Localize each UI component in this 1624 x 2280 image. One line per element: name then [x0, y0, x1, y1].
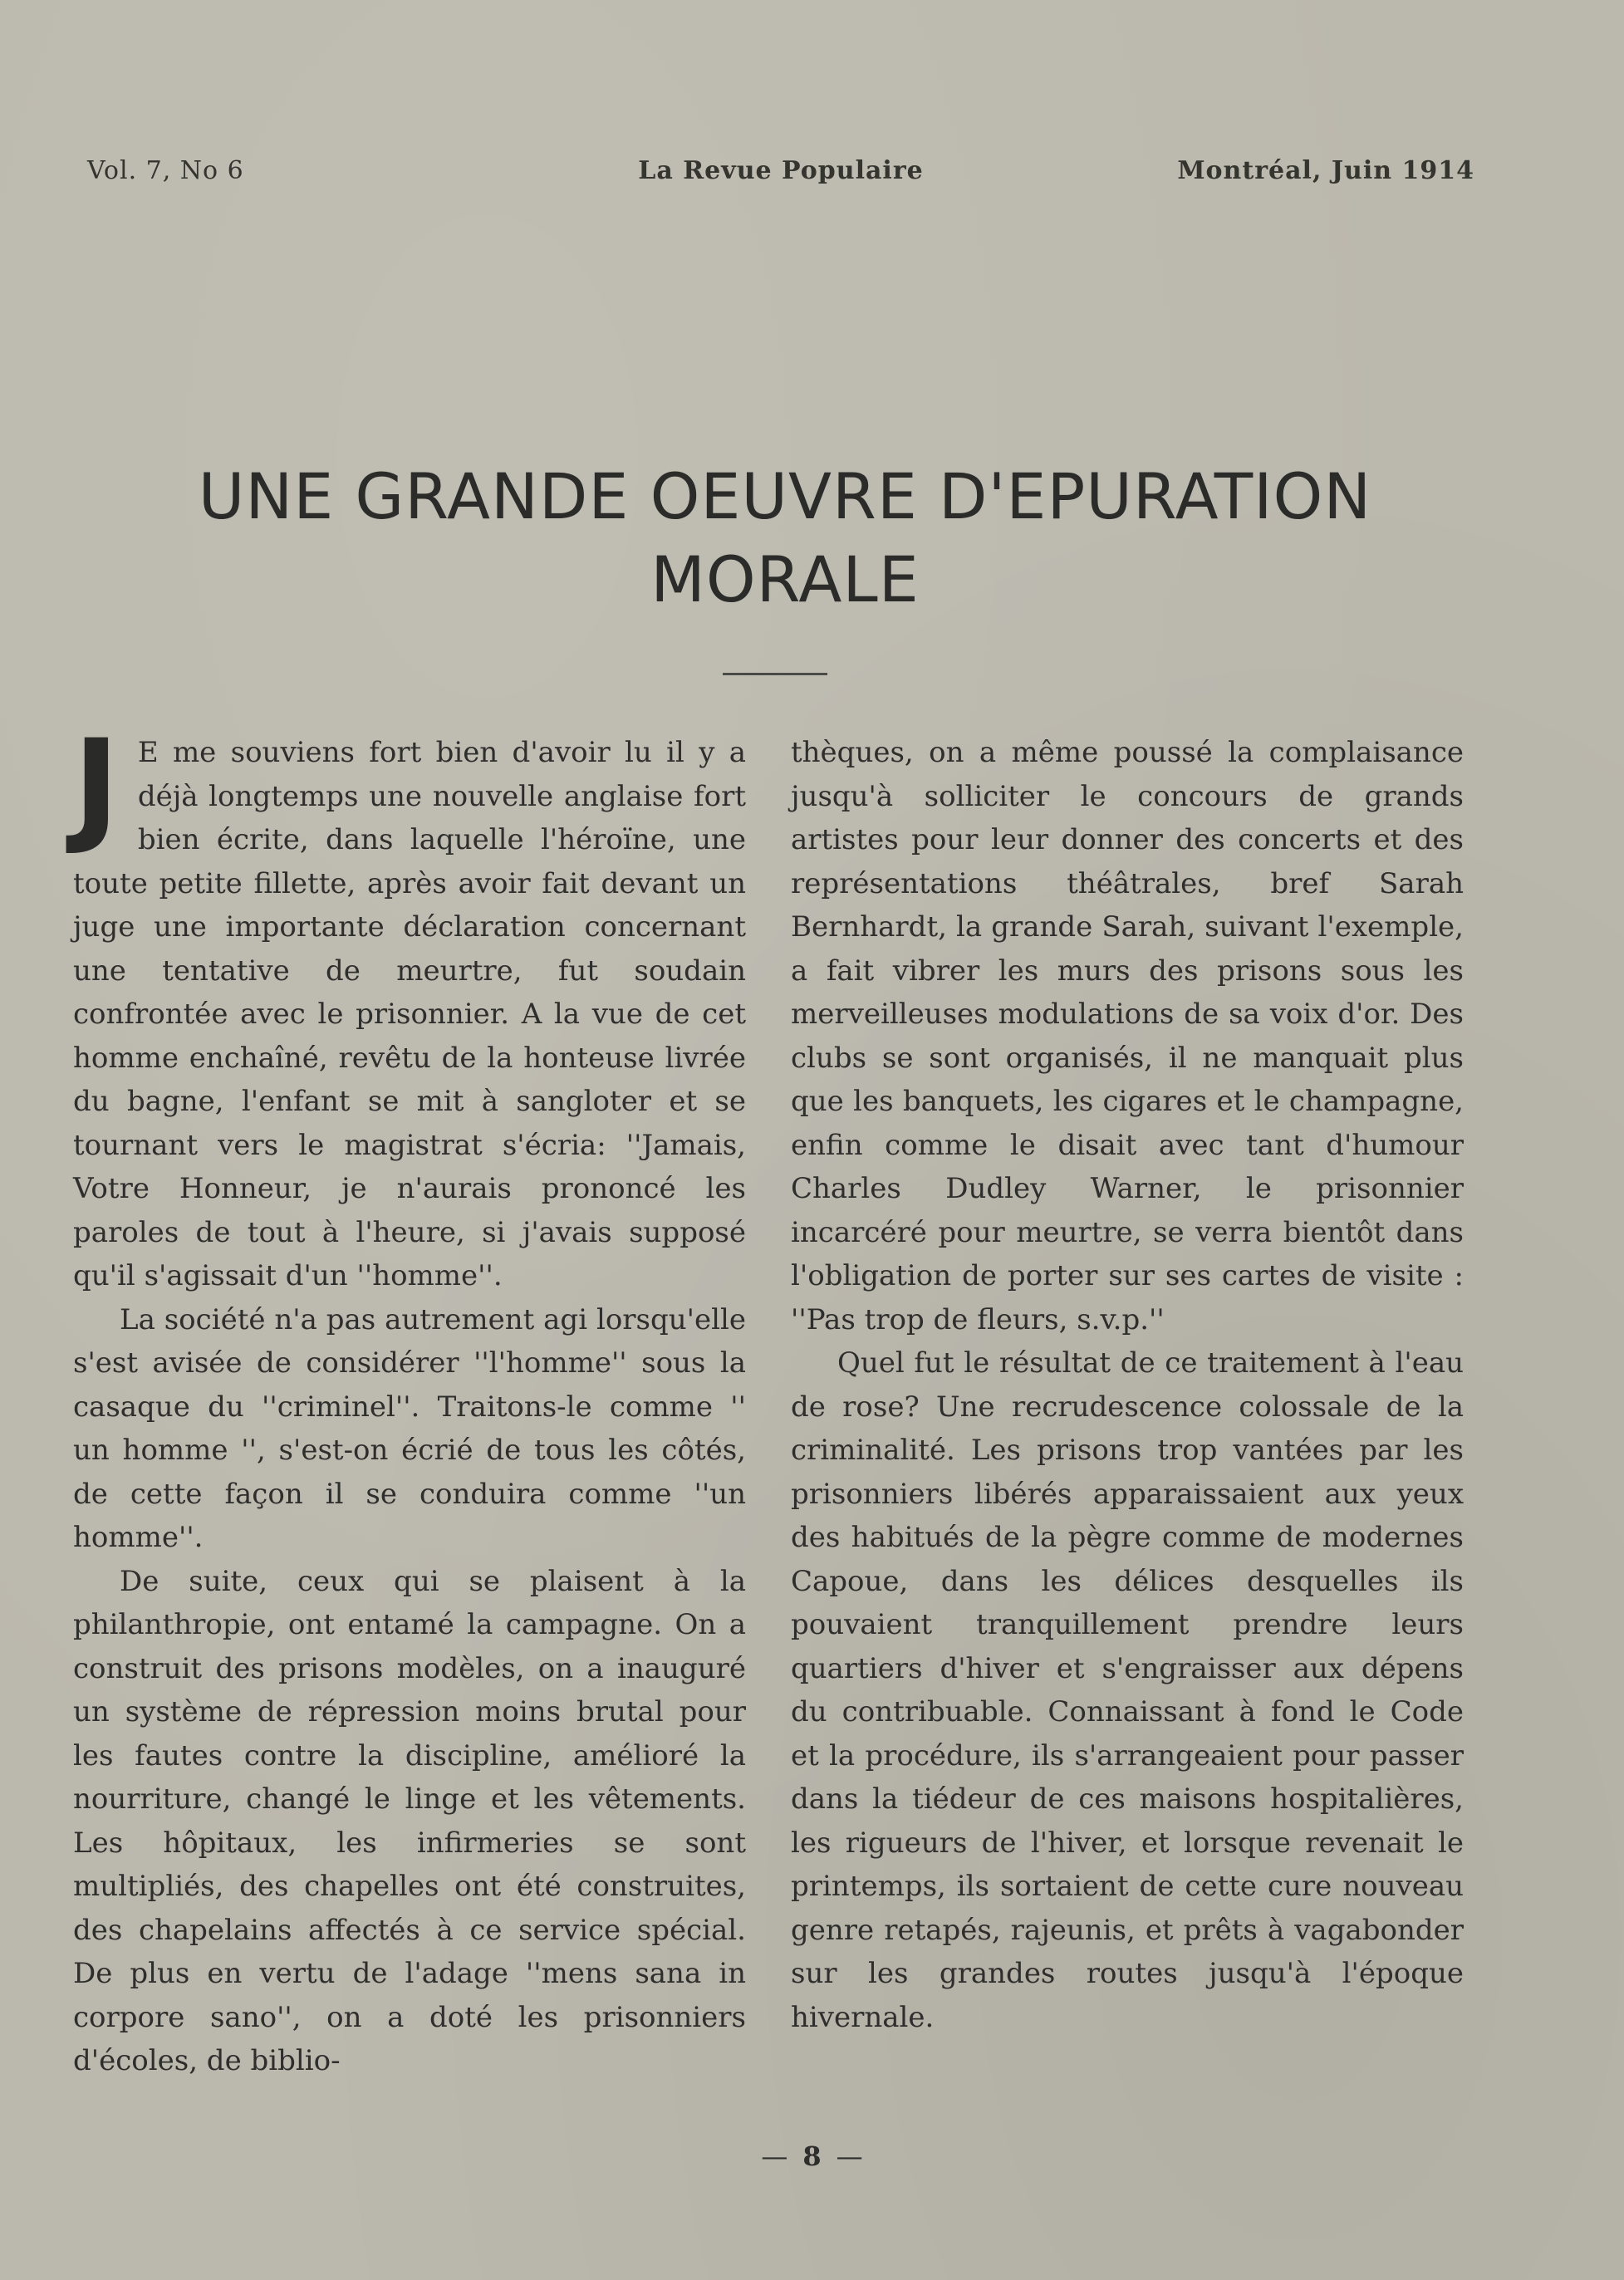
footer-dash: —: [761, 2140, 788, 2172]
paragraph: Quel fut le résultat de ce traitement à l'eau de rose? Une recrudescence colossale de la criminalité. Les prisons trop vantées par les prisonniers libérés apparaissaient aux yeux des habitués de la pègre comme de modernes Capoue, dans les délices desquelles ils pouvaient tranquillement prendre leurs quartiers d'hiver et s'engraisser aux dépens du contribuable. Connaissant à fond le Code et la procédure, ils s'arrangeaient pour passer dans la tiédeur de ces maisons hospitalières, les rigueurs de l'hiver, et lorsque revenait le printemps, ils sortaient de cette cure nouveau genre retapés, rajeunis, et prêts à vagabonder sur les grandes routes jusqu'à l'époque hivernale.: [791, 1346, 1464, 2034]
paragraph: De suite, ceux qui se plaisent à la philanthropie, ont entamé la campagne. On a construit des prisons modèles, on a inauguré un système de répression moins brutal pour les fautes contre la discipline, amélioré la nourriture, changé le linge et les vêtements. Les hôpitaux, les infirmeries se sont multipliés, des chapelles ont été construites, des chapelains affectés à ce service spécial. De plus en vertu de l'adage ''mens sana in corpore sano'', on a doté les prisonniers d'écoles, de biblio-: [73, 1564, 746, 2077]
issue-date: Montréal, Juin 1914: [1177, 156, 1474, 185]
left-column: [73, 713, 746, 2083]
paragraph-text: E me souviens fort bien d'avoir lu il y a déjà longtemps une nouvelle anglaise fort bien écrite, dans laquelle l'héroïne, une toute petite fillette, après avoir fait devant un juge une importante déclaration concernant une tentative de meurtre, fut soudain confrontée avec le prisonnier. A la vue de cet homme enchaîné, revêtu de la honteuse livrée du bagne, l'enfant se mit à sangloter et se tournant vers le magistrat s'écria: ''Jamais, Votre Honneur, je n'aurais prononcé les paroles de tout à l'heure, si j'avais supposé qu'il s'agissait d'un ''homme''.: [73, 736, 746, 1292]
paragraph: La société n'a pas autrement agi lorsqu'elle s'est avisée de considérer ''l'homme'' sous la casaque du ''criminel''. Traitons-le comme '' un homme '', s'est-on écrié de tous les côtés, de cette façon il se conduira comme ''un homme''.: [73, 1302, 746, 1554]
page-number: 8: [802, 2140, 822, 2172]
publication-name: La Revue Populaire: [638, 156, 924, 185]
article-title-line-2: MORALE: [650, 542, 920, 616]
article-title: [125, 455, 1445, 621]
article-title-line-1: UNE GRANDE OEUVRE D'EPURATION: [198, 459, 1372, 533]
page-footer: [0, 2140, 1624, 2172]
right-column: [791, 731, 1464, 2039]
footer-dash: —: [836, 2140, 863, 2172]
paragraph: [73, 713, 746, 1298]
drop-cap: J: [73, 713, 120, 858]
running-header: [87, 156, 1474, 189]
title-divider: [723, 673, 827, 675]
volume-number: Vol. 7, No 6: [87, 156, 244, 185]
paragraph: thèques, on a même poussé la complaisance jusqu'à solliciter le concours de grands artistes pour leur donner des concerts et des représentations théâtrales, bref Sarah Bernhardt, la grande Sarah, suivant l'exemple, a fait vibrer les murs des prisons sous les merveilleuses modulations de sa voix d'or. Des clubs se sont organisés, il ne manquait plus que les banquets, les cigares et le champagne, enfin comme le disait avec tant d'humour Charles Dudley Warner, le prisonnier incarcéré pour meurtre, se verra bientôt dans l'obligation de porter sur ses cartes de visite : ''Pas trop de fleurs, s.v.p.'': [791, 736, 1464, 1336]
